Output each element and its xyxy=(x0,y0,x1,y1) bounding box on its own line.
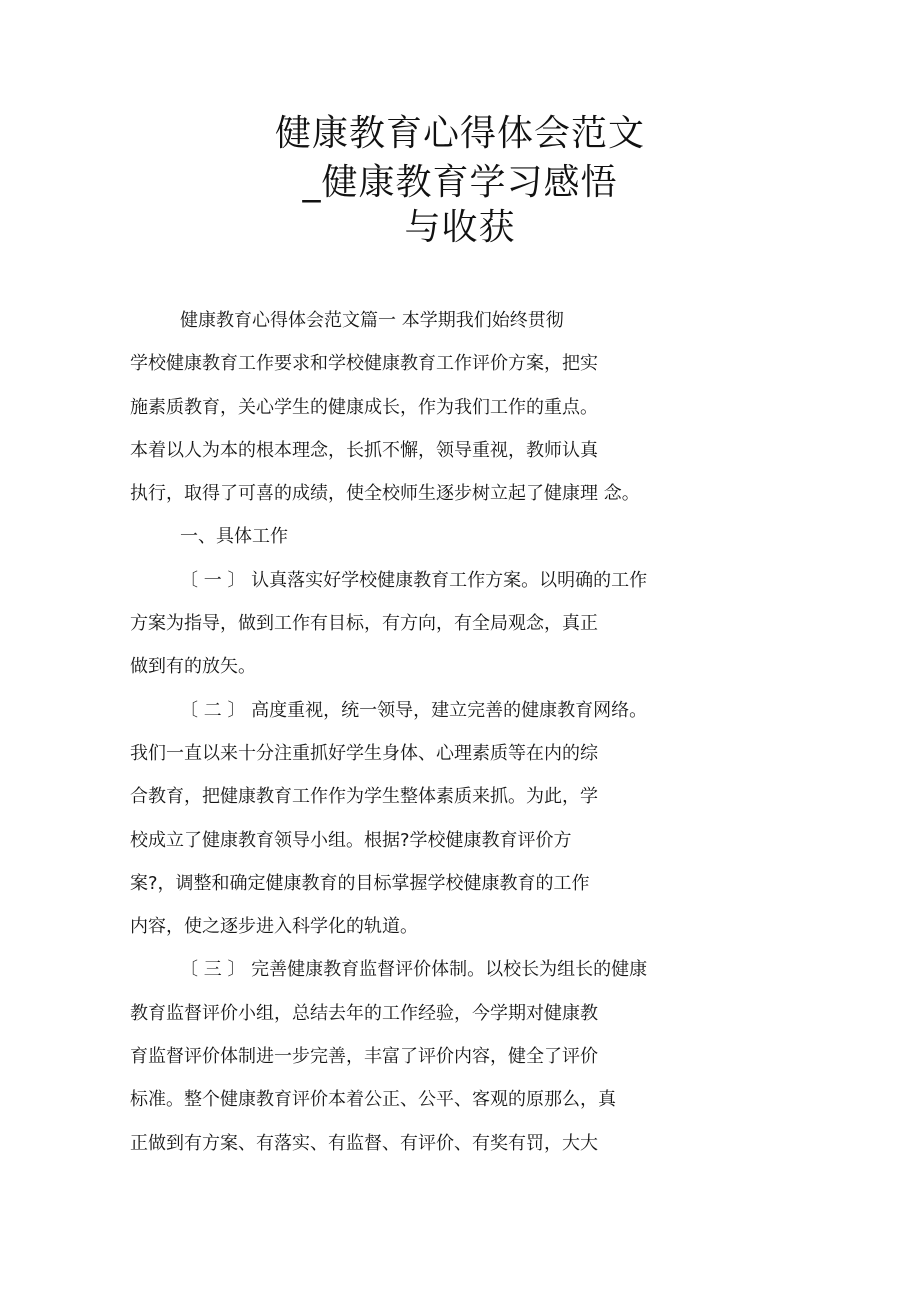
body-line-1: 健康教育心得体会范文篇一 本学期我们始终贯彻 xyxy=(180,310,564,331)
body-line-2: 学校健康教育工作要求和学校健康教育工作评价方案，把实 xyxy=(130,353,598,374)
body-line-15: 内容，使之逐步进入科学化的轨道。 xyxy=(130,916,418,937)
body-line-4: 本着以人为本的根本理念，长抓不懈，领导重视，教师认真 xyxy=(130,440,598,461)
body-line-18: 育监督评价体制进一步完善，丰富了评价内容，健全了评价 xyxy=(130,1046,598,1067)
body-line-19: 标准。整个健康教育评价本着公正、公平、客观的原那么，真 xyxy=(130,1089,616,1110)
body-line-11: 我们一直以来十分注重抓好学生身体、心理素质等在内的综 xyxy=(130,743,598,764)
section-heading: 一、具体工作 xyxy=(180,526,288,547)
body-line-7: 〔 一 〕 认真落实好学校健康教育工作方案。以明确的工作 xyxy=(180,570,648,591)
body-line-9: 做到有的放矢。 xyxy=(130,656,256,677)
body-line-16: 〔 三 〕 完善健康教育监督评价体制。以校长为组长的健康 xyxy=(180,959,648,980)
document-title-line-3: 与收获 xyxy=(404,207,516,248)
body-line-5: 执行，取得了可喜的成绩，使全校师生逐步树立起了健康理 念。 xyxy=(130,483,640,504)
body-line-13: 校成立了健康教育领导小组。根据?学校健康教育评价方 xyxy=(130,830,572,851)
body-line-14: 案?，调整和确定健康教育的目标掌握学校健康教育的工作 xyxy=(130,873,590,894)
body-line-12: 合教育，把健康教育工作作为学生整体素质来抓。为此，学 xyxy=(130,786,598,807)
body-line-8: 方案为指导，做到工作有目标，有方向，有全局观念，真正 xyxy=(130,613,598,634)
document-title-line-1: 健康教育心得体会范文 xyxy=(274,113,645,154)
body-line-10: 〔 二 〕 高度重视，统一领导，建立完善的健康教育网络。 xyxy=(180,700,648,721)
body-line-20: 正做到有方案、有落实、有监督、有评价、有奖有罚，大大 xyxy=(130,1133,598,1154)
body-line-3: 施素质教育，关心学生的健康成长，作为我们工作的重点。 xyxy=(130,397,598,418)
body-line-17: 教育监督评价小组，总结去年的工作经验，今学期对健康教 xyxy=(130,1003,598,1024)
document-title-line-2: _健康教育学习感悟 xyxy=(302,162,618,203)
